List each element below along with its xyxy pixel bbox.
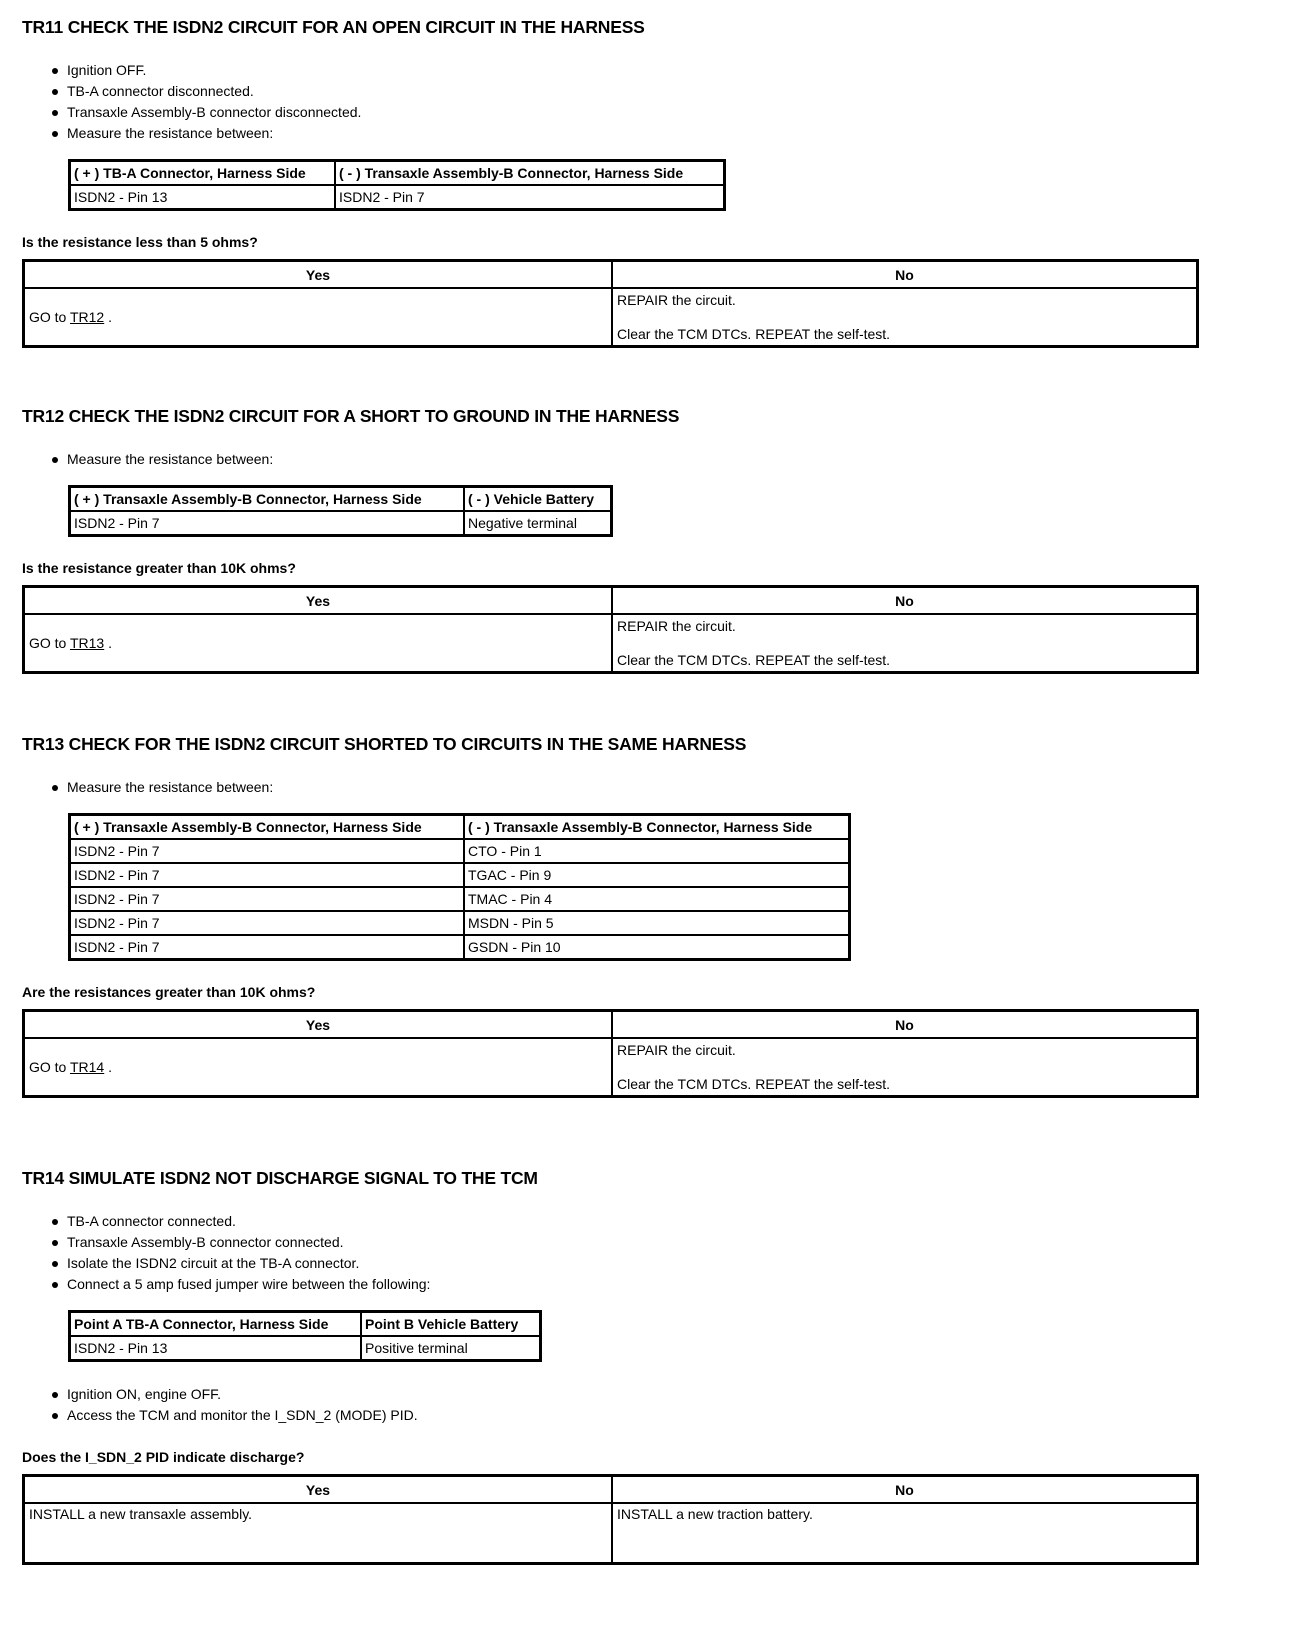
measurement-table: [68, 1310, 542, 1362]
no-cell: [612, 614, 1198, 673]
step-item: TB-A connector connected.: [67, 1211, 1199, 1232]
measurement-cell: GSDN - Pin 10: [464, 935, 850, 960]
measurement-cell: ISDN2 - Pin 7: [70, 511, 465, 536]
yes-no-body-row: [24, 1503, 1198, 1564]
measurement-cell: TMAC - Pin 4: [464, 887, 850, 911]
question: Is the resistance less than 5 ohms?: [22, 234, 258, 250]
yes-no-table: [22, 585, 1199, 674]
question: Does the I_SDN_2 PID indicate discharge?: [22, 1449, 305, 1465]
yes-prefix: GO to: [29, 309, 70, 325]
no-cell: [612, 1503, 1198, 1564]
yes-no-table: [22, 1009, 1199, 1098]
measurement-table: [68, 813, 851, 961]
section-tr14: [22, 1167, 1199, 1565]
section-tr12: [22, 405, 1199, 674]
yes-no-body-row: [24, 614, 1198, 673]
section-title: TR14 SIMULATE ISDN2 NOT DISCHARGE SIGNAL TO THE TCM: [22, 1168, 538, 1188]
step-item: Isolate the ISDN2 circuit at the TB-A connector.: [67, 1253, 1199, 1274]
measurement-row: [70, 1336, 541, 1361]
yes-cell: [24, 1503, 613, 1564]
yes-cell: [24, 1038, 613, 1097]
step-list: [22, 1211, 1199, 1295]
measurement-cell: ISDN2 - Pin 13: [70, 185, 336, 210]
yes-no-table: [22, 259, 1199, 348]
no-text: Clear the TCM DTCs. REPEAT the self-test.: [617, 1075, 891, 1092]
measurement-cell: ISDN2 - Pin 7: [335, 185, 725, 210]
yes-header: Yes: [24, 261, 613, 289]
yes-suffix: .: [104, 1059, 112, 1075]
measurement-cell: ISDN2 - Pin 7: [70, 911, 465, 935]
goto-link-tr14[interactable]: TR14: [69, 1059, 105, 1075]
measurement-row: [70, 863, 850, 887]
no-cell: [612, 288, 1198, 347]
measurement-row: [70, 511, 612, 536]
measurement-header-cell: ( - ) Transaxle Assembly-B Connector, Harness Side: [335, 161, 725, 186]
yes-no-header-row: [24, 261, 1198, 289]
yes-text: INSTALL a new transaxle assembly.: [29, 1506, 253, 1522]
yes-suffix: .: [104, 635, 112, 651]
measurement-cell: ISDN2 - Pin 7: [70, 887, 465, 911]
yes-cell: [24, 614, 613, 673]
no-cell: [612, 1038, 1198, 1097]
yes-prefix: GO to: [29, 1059, 70, 1075]
no-text: REPAIR the circuit.: [617, 617, 736, 634]
step-list-after: [22, 1384, 1199, 1426]
yes-header: Yes: [24, 587, 613, 615]
no-header: No: [612, 1476, 1198, 1504]
measurement-header-row: [70, 161, 725, 186]
yes-no-table: [22, 1474, 1199, 1565]
no-text: Clear the TCM DTCs. REPEAT the self-test.: [617, 651, 891, 668]
yes-header: Yes: [24, 1476, 613, 1504]
measurement-header-cell: Point B Vehicle Battery: [361, 1312, 541, 1337]
step-item: Ignition OFF.: [67, 60, 1199, 81]
measurement-table: [68, 485, 613, 537]
section-tr11: [22, 16, 1199, 348]
measurement-row: [70, 887, 850, 911]
goto-link-tr13[interactable]: TR13: [69, 635, 105, 651]
no-header: No: [612, 1011, 1198, 1039]
step-item: Transaxle Assembly-B connector connected.: [67, 1232, 1199, 1253]
measurement-row: [70, 935, 850, 960]
goto-link-tr12[interactable]: TR12: [69, 309, 105, 325]
step-item: Measure the resistance between:: [67, 449, 1199, 470]
section-title: TR11 CHECK THE ISDN2 CIRCUIT FOR AN OPEN CIRCUIT IN THE HARNESS: [22, 17, 645, 37]
step-list: [22, 60, 1199, 144]
measurement-row: [70, 911, 850, 935]
no-text: REPAIR the circuit.: [617, 1041, 736, 1058]
measurement-cell: ISDN2 - Pin 7: [70, 863, 465, 887]
yes-cell: [24, 288, 613, 347]
section-title: TR12 CHECK THE ISDN2 CIRCUIT FOR A SHORT TO GROUND IN THE HARNESS: [22, 406, 680, 426]
yes-no-body-row: [24, 288, 1198, 347]
yes-no-header-row: [24, 1476, 1198, 1504]
question: Are the resistances greater than 10K ohms?: [22, 984, 316, 1000]
measurement-cell: ISDN2 - Pin 13: [70, 1336, 362, 1361]
step-list: [22, 449, 1199, 470]
yes-prefix: GO to: [29, 635, 70, 651]
measurement-header-cell: ( + ) Transaxle Assembly-B Connector, Harness Side: [70, 815, 465, 840]
measurement-cell: Negative terminal: [464, 511, 612, 536]
step-item: Measure the resistance between:: [67, 123, 1199, 144]
yes-no-header-row: [24, 1011, 1198, 1039]
no-text: Clear the TCM DTCs. REPEAT the self-test.: [617, 325, 891, 342]
step-item: Measure the resistance between:: [67, 777, 1199, 798]
measurement-cell: CTO - Pin 1: [464, 839, 850, 863]
measurement-row: [70, 839, 850, 863]
step-item: Connect a 5 amp fused jumper wire between the following:: [67, 1274, 1199, 1295]
section-title: TR13 CHECK FOR THE ISDN2 CIRCUIT SHORTED TO CIRCUITS IN THE SAME HARNESS: [22, 734, 747, 754]
measurement-header-row: [70, 1312, 541, 1337]
measurement-cell: Positive terminal: [361, 1336, 541, 1361]
measurement-header-cell: ( + ) TB-A Connector, Harness Side: [70, 161, 336, 186]
measurement-table: [68, 159, 726, 211]
measurement-cell: ISDN2 - Pin 7: [70, 839, 465, 863]
yes-suffix: .: [104, 309, 112, 325]
step-item: Transaxle Assembly-B connector disconnected.: [67, 102, 1199, 123]
no-text: REPAIR the circuit.: [617, 291, 736, 308]
section-tr13: [22, 733, 1199, 1098]
no-text: INSTALL a new traction battery.: [617, 1506, 813, 1522]
no-header: No: [612, 261, 1198, 289]
measurement-cell: ISDN2 - Pin 7: [70, 935, 465, 960]
step-item: Access the TCM and monitor the I_SDN_2 (MODE) PID.: [67, 1405, 1199, 1426]
question: Is the resistance greater than 10K ohms?: [22, 560, 296, 576]
measurement-header-row: [70, 487, 612, 512]
no-header: No: [612, 587, 1198, 615]
measurement-header-cell: ( + ) Transaxle Assembly-B Connector, Harness Side: [70, 487, 465, 512]
measurement-header-cell: Point A TB-A Connector, Harness Side: [70, 1312, 362, 1337]
yes-no-header-row: [24, 587, 1198, 615]
step-list: [22, 777, 1199, 798]
yes-no-body-row: [24, 1038, 1198, 1097]
measurement-cell: MSDN - Pin 5: [464, 911, 850, 935]
measurement-row: [70, 185, 725, 210]
step-item: TB-A connector disconnected.: [67, 81, 1199, 102]
measurement-header-cell: ( - ) Vehicle Battery: [464, 487, 612, 512]
yes-header: Yes: [24, 1011, 613, 1039]
measurement-header-cell: ( - ) Transaxle Assembly-B Connector, Harness Side: [464, 815, 850, 840]
measurement-header-row: [70, 815, 850, 840]
step-item: Ignition ON, engine OFF.: [67, 1384, 1199, 1405]
measurement-cell: TGAC - Pin 9: [464, 863, 850, 887]
